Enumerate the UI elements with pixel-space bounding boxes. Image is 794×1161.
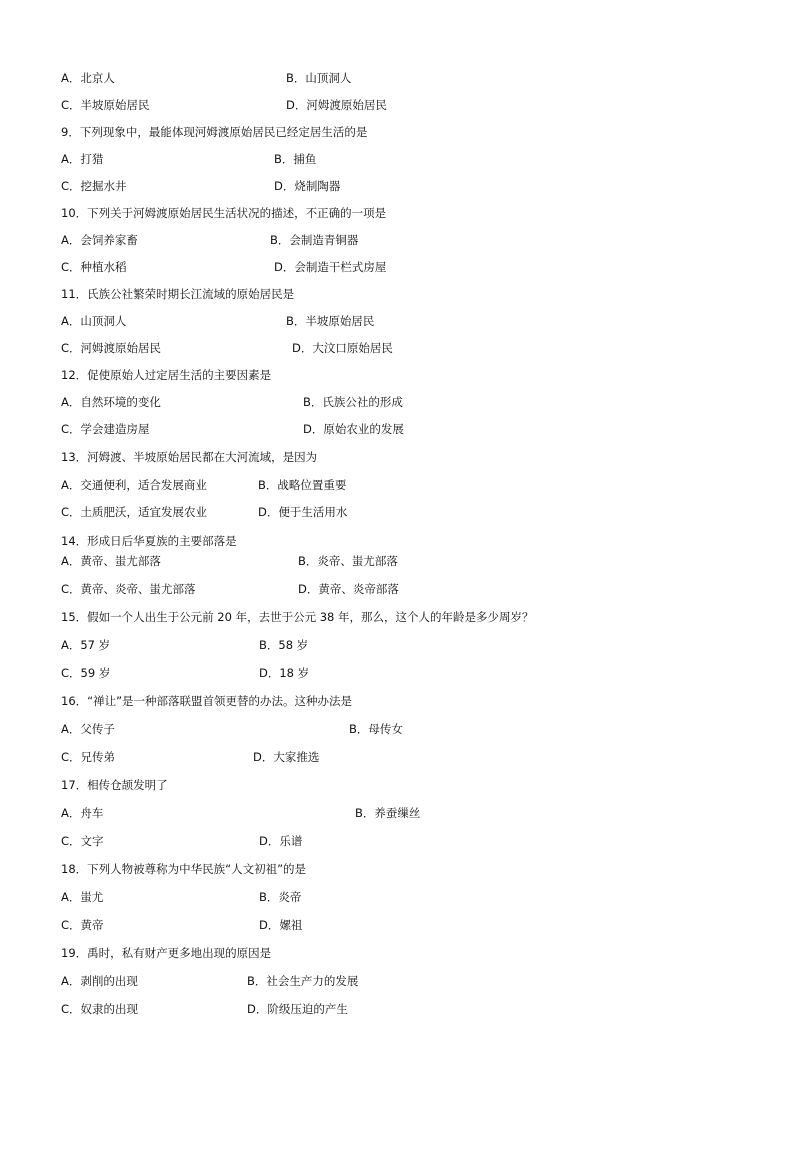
q19-stem: 19．禹时，私有财产更多地出现的原因是 (61, 946, 272, 960)
q15-stem: 15．假如一个人出生于公元前 20 年，去世于公元 38 年，那么，这个人的年龄是多少周岁？ (61, 610, 534, 624)
q8-option-d: D．河姆渡原始居民 (286, 98, 387, 112)
q13-option-d: D．便于生活用水 (258, 505, 348, 519)
q19-option-c: C．奴隶的出现 (61, 1002, 139, 1016)
q16-option-d: D．大家推选 (253, 750, 320, 764)
q10-option-b: B．会制造青铜器 (270, 233, 359, 247)
q9-stem: 9．下列现象中，最能体现河姆渡原始居民已经定居生活的是 (61, 125, 368, 139)
q14-stem: 14．形成日后华夏族的主要部落是 (61, 534, 237, 548)
q9-option-d: D．烧制陶器 (274, 179, 341, 193)
q11-option-c: C．河姆渡原始居民 (61, 341, 162, 355)
q18-stem: 18．下列人物被尊称为中华民族“人文初祖”的是 (61, 862, 307, 876)
q14-option-c: C．黄帝、炎帝、蚩尤部落 (61, 582, 196, 596)
q14-option-a: A．黄帝、蚩尤部落 (61, 554, 161, 568)
q18-option-d: D．嫘祖 (259, 918, 303, 932)
q9-option-b: B．捕鱼 (274, 152, 317, 166)
q10-option-c: C．种植水稻 (61, 260, 127, 274)
q12-option-a: A．自然环境的变化 (61, 395, 161, 409)
q12-option-d: D．原始农业的发展 (303, 422, 404, 436)
q12-stem: 12．促使原始人过定居生活的主要因素是 (61, 368, 272, 382)
q11-option-a: A．山顶洞人 (61, 314, 127, 328)
q17-stem: 17．相传仓颉发明了 (61, 778, 168, 792)
q15-option-c: C．59 岁 (61, 666, 111, 680)
q13-stem: 13．河姆渡、半坡原始居民都在大河流域，是因为 (61, 450, 318, 464)
q9-option-c: C．挖掘水井 (61, 179, 127, 193)
q15-option-d: D．18 岁 (259, 666, 310, 680)
q8-option-b: B．山顶洞人 (286, 71, 352, 85)
q17-option-b: B．养蚕缫丝 (355, 806, 421, 820)
q10-option-a: A．会饲养家畜 (61, 233, 138, 247)
q18-option-b: B．炎帝 (259, 890, 302, 904)
q11-option-d: D．大汶口原始居民 (292, 341, 393, 355)
q15-option-b: B．58 岁 (259, 638, 309, 652)
q16-option-c: C．兄传弟 (61, 750, 116, 764)
q11-option-b: B．半坡原始居民 (286, 314, 375, 328)
q14-option-d: D．黄帝、炎帝部落 (298, 582, 399, 596)
q17-option-d: D．乐谱 (259, 834, 303, 848)
q11-stem: 11．氏族公社繁荣时期长江流域的原始居民是 (61, 287, 295, 301)
q13-option-c: C．土质肥沃，适宜发展农业 (61, 505, 208, 519)
q16-option-b: B．母传女 (349, 722, 403, 736)
q8-option-c: C．半坡原始居民 (61, 98, 150, 112)
q13-option-b: B．战略位置重要 (258, 478, 347, 492)
q16-stem: 16．“禅让”是一种部落联盟首领更替的办法。这种办法是 (61, 694, 353, 708)
q18-option-a: A．蚩尤 (61, 890, 104, 904)
q19-option-d: D．阶级压迫的产生 (247, 1002, 348, 1016)
q9-option-a: A．打猎 (61, 152, 104, 166)
q14-option-b: B．炎帝、蚩尤部落 (298, 554, 398, 568)
q19-option-b: B．社会生产力的发展 (247, 974, 359, 988)
q18-option-c: C．黄帝 (61, 918, 104, 932)
q10-option-d: D．会制造干栏式房屋 (274, 260, 387, 274)
q8-option-a: A．北京人 (61, 71, 115, 85)
q16-option-a: A．父传子 (61, 722, 115, 736)
q12-option-b: B．氏族公社的形成 (303, 395, 403, 409)
q17-option-c: C．文字 (61, 834, 104, 848)
q15-option-a: A．57 岁 (61, 638, 111, 652)
q17-option-a: A．舟车 (61, 806, 104, 820)
q12-option-c: C．学会建造房屋 (61, 422, 150, 436)
q13-option-a: A．交通便利，适合发展商业 (61, 478, 207, 492)
q10-stem: 10．下列关于河姆渡原始居民生活状况的描述，不正确的一项是 (61, 206, 387, 220)
q19-option-a: A．剥削的出现 (61, 974, 138, 988)
